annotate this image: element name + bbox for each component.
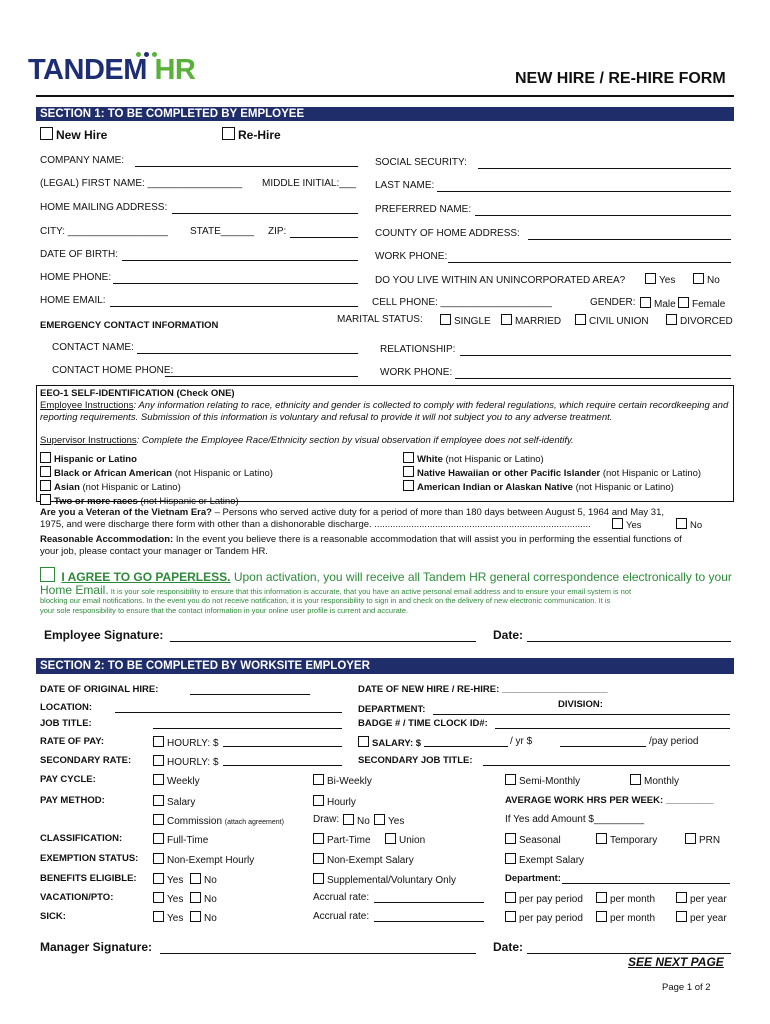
employee-instructions	[40, 400, 730, 423]
eeo-option-rest: (not Hispanic or Latino)	[79, 482, 181, 493]
paperless-small1: It is your sole responsibility to ensure that this information is accurate, that you have an active personal email address and to ensure your email system is not	[108, 587, 632, 596]
social-security-field[interactable]	[478, 168, 731, 169]
work-phone-field[interactable]	[448, 262, 731, 263]
original-hire-field[interactable]	[190, 694, 310, 695]
black-checkbox[interactable]	[40, 466, 51, 477]
re-hire-checkbox[interactable]	[222, 127, 235, 140]
contact-name-field[interactable]	[137, 353, 358, 354]
marital-status-label: MARITAL STATUS:	[337, 314, 423, 325]
new-hire-checkbox[interactable]	[40, 127, 53, 140]
paperless-small3: your sole responsibility to ensure that the contact information in your online user profile is current and accurate.	[40, 606, 409, 615]
city-label[interactable]: CITY: __________________	[40, 226, 168, 237]
vietnam-text2: 1975, and were discharge there form with other than a dishonorable discharge. ..................................................................................	[40, 519, 591, 530]
female-label: Female	[692, 299, 726, 310]
yes-label: Yes	[167, 913, 184, 924]
company-name-label: COMPANY NAME:	[40, 155, 125, 166]
vacation-per-pay-period-checkbox[interactable]	[505, 892, 516, 903]
monthly-label: Monthly	[644, 776, 680, 787]
contact-home-phone-field[interactable]	[165, 376, 358, 377]
secondary-rate-label: SECONDARY RATE:	[40, 755, 132, 766]
female-checkbox[interactable]	[678, 297, 689, 308]
no-label: No	[690, 520, 703, 531]
zip-label: ZIP:	[268, 226, 287, 237]
temporary-option[interactable]	[596, 833, 657, 846]
secondary-hourly-label: HOURLY: $	[167, 757, 219, 768]
eeo-title: EEO-1 SELF-IDENTIFICATION (Check ONE)	[40, 388, 235, 399]
first-name-label[interactable]: (LEGAL) FIRST NAME: _________________	[40, 178, 243, 189]
home-address-field[interactable]	[172, 213, 358, 214]
rate-hourly-checkbox[interactable]	[153, 736, 164, 747]
home-email-label: HOME EMAIL:	[40, 295, 106, 306]
biweekly-checkbox[interactable]	[313, 774, 324, 785]
fulltime-checkbox[interactable]	[153, 833, 164, 844]
relationship-field[interactable]	[460, 355, 731, 356]
dob-label: DATE OF BIRTH:	[40, 249, 118, 260]
semimonthly-option[interactable]	[505, 774, 580, 787]
nonexempt-hourly-checkbox[interactable]	[153, 853, 164, 864]
pay-period-amount-field[interactable]	[560, 746, 646, 747]
supplemental-label: Supplemental/Voluntary Only	[327, 875, 456, 886]
eeo-option-american-indian[interactable]	[403, 480, 701, 494]
eeo-option-bold: White	[417, 454, 443, 465]
monthly-checkbox[interactable]	[630, 774, 641, 785]
parttime-checkbox[interactable]	[313, 833, 324, 844]
employee-date-field[interactable]	[527, 641, 731, 642]
contact-name-label: CONTACT NAME:	[52, 342, 134, 353]
work-phone-label: WORK PHONE:	[375, 251, 448, 262]
pay-cycle-label: PAY CYCLE:	[40, 774, 96, 785]
badge-field[interactable]	[495, 728, 730, 729]
sick-per-month[interactable]	[596, 911, 655, 924]
manager-signature-field[interactable]	[160, 953, 476, 954]
secondary-job-label: SECONDARY JOB TITLE:	[358, 755, 473, 766]
unincorporated-label: DO YOU LIVE WITHIN AN UNINCORPORATED AREA?	[375, 275, 626, 286]
supplemental-option[interactable]	[313, 873, 456, 886]
manager-signature-label: Manager Signature:	[40, 940, 153, 954]
marital-civil-union[interactable]	[575, 314, 649, 327]
rate-of-pay-label: RATE OF PAY:	[40, 736, 105, 747]
rate-salary-label: SALARY: $	[372, 738, 422, 749]
form-title: NEW HIRE / RE-HIRE FORM	[515, 70, 726, 87]
company-name-field[interactable]	[135, 166, 358, 167]
last-name-label: LAST NAME:	[375, 180, 435, 191]
last-name-field[interactable]	[437, 191, 731, 192]
department-field[interactable]	[433, 714, 730, 715]
eeo-option-bold: Hispanic or Latino	[54, 454, 137, 465]
draw-no-option[interactable]	[343, 814, 370, 827]
new-hire-date-label[interactable]: DATE OF NEW HIRE / RE-HIRE: ____________________	[358, 684, 608, 695]
hourly-method-label: Hourly	[327, 797, 356, 808]
original-hire-label: DATE OF ORIGINAL HIRE:	[40, 684, 159, 695]
nonexempt-salary-label: Non-Exempt Salary	[327, 855, 414, 866]
home-phone-label: HOME PHONE:	[40, 272, 112, 283]
county-field[interactable]	[528, 239, 731, 240]
hourly-method-checkbox[interactable]	[313, 795, 324, 806]
salary-method-label: Salary	[167, 797, 196, 808]
exempt-salary-label: Exempt Salary	[519, 855, 585, 866]
biweekly-option[interactable]	[313, 774, 372, 787]
employee-date-label: Date:	[493, 628, 524, 642]
eeo-option-asian[interactable]	[40, 480, 273, 494]
if-yes-amount[interactable]: If Yes add Amount $_________	[505, 814, 645, 825]
per-pay-period-label: per pay period	[519, 913, 583, 924]
eeo-option-bold: American Indian or Alaskan Native	[417, 482, 573, 493]
accommodation-text2: your job, please contact your manager or Tandem HR.	[40, 546, 268, 557]
section1-header: SECTION 1: TO BE COMPLETED BY EMPLOYEE	[36, 107, 734, 121]
yes-label: Yes	[167, 894, 184, 905]
seasonal-checkbox[interactable]	[505, 833, 516, 844]
sick-per-month-checkbox[interactable]	[596, 911, 607, 922]
rate-hourly-option[interactable]	[153, 736, 219, 749]
vietnam-line1	[40, 507, 664, 518]
supervisor-instructions-text: : Complete the Employee Race/Ethnicity section by visual observation if employee does not self-identify.	[136, 435, 574, 446]
classification-label: CLASSIFICATION:	[40, 833, 123, 844]
eeo-option-rest: (not Hispanic or Latino)	[442, 454, 544, 465]
preferred-name-field[interactable]	[475, 215, 731, 216]
prn-label: PRN	[699, 835, 721, 846]
weekly-label: Weekly	[167, 776, 200, 787]
salary-method-option[interactable]	[153, 795, 195, 808]
union-label: Union	[399, 835, 426, 846]
manager-date-field[interactable]	[527, 953, 731, 954]
rate-salary-checkbox[interactable]	[358, 736, 369, 747]
vacation-accrual-field[interactable]	[374, 902, 484, 903]
see-next-page: SEE NEXT PAGE	[628, 955, 724, 969]
draw-label: Draw:	[313, 814, 340, 825]
zip-field[interactable]	[290, 237, 358, 238]
sick-label: SICK:	[40, 911, 66, 922]
union-checkbox[interactable]	[385, 833, 396, 844]
re-hire-option[interactable]	[222, 127, 281, 142]
vietnam-yes-checkbox[interactable]	[612, 518, 623, 529]
fulltime-option[interactable]	[153, 833, 208, 846]
monthly-option[interactable]	[630, 774, 679, 787]
attach-agreement-note: (attach agreement)	[224, 819, 284, 826]
exemption-status-label: EXEMPTION STATUS:	[40, 853, 139, 864]
draw-yes-option[interactable]	[374, 814, 404, 827]
prn-option[interactable]	[685, 833, 720, 846]
gender-male[interactable]	[640, 297, 676, 310]
preferred-name-label: PREFERRED NAME:	[375, 204, 472, 215]
seasonal-label: Seasonal	[519, 835, 561, 846]
vacation-per-month-checkbox[interactable]	[596, 892, 607, 903]
section2-header: SECTION 2: TO BE COMPLETED BY WORKSITE EMPLOYER	[36, 658, 734, 674]
unincorporated-no-checkbox[interactable]	[693, 273, 704, 284]
eeo-option-bold: Native Hawaiian or other Pacific Islander	[417, 468, 601, 479]
vacation-per-month[interactable]	[596, 892, 655, 905]
vacation-per-pay-period[interactable]	[505, 892, 583, 905]
hourly-method-option[interactable]	[313, 795, 356, 808]
parttime-label: Part-Time	[327, 835, 371, 846]
vietnam-question: Are you a Veteran of the Vietnam Era?	[40, 507, 212, 518]
badge-label: BADGE # / TIME CLOCK ID#:	[358, 718, 488, 729]
secondary-hourly-checkbox[interactable]	[153, 755, 164, 766]
location-field[interactable]	[115, 712, 342, 713]
vacation-label: VACATION/PTO:	[40, 892, 114, 903]
temporary-checkbox[interactable]	[596, 833, 607, 844]
vietnam-no-checkbox[interactable]	[676, 518, 687, 529]
gender-female[interactable]	[678, 297, 725, 310]
pay-period-label: /pay period	[649, 736, 699, 747]
unincorporated-no[interactable]	[693, 273, 720, 286]
eeo-option-black[interactable]	[40, 466, 273, 480]
nonexempt-salary-option[interactable]	[313, 853, 414, 866]
re-hire-label: Re-Hire	[238, 128, 281, 142]
home-phone-field[interactable]	[113, 283, 358, 284]
benefits-no-option[interactable]	[190, 873, 217, 886]
cell-phone-label[interactable]: CELL PHONE: ____________________	[372, 297, 552, 308]
parttime-option[interactable]	[313, 833, 371, 846]
paperless-line1	[40, 567, 732, 584]
nonexempt-hourly-label: Non-Exempt Hourly	[167, 855, 255, 866]
job-title-label: JOB TITLE:	[40, 718, 92, 729]
per-pay-period-label: per pay period	[519, 894, 583, 905]
middle-initial-label[interactable]: MIDDLE INITIAL:___	[262, 178, 356, 189]
hispanic-checkbox[interactable]	[40, 452, 51, 463]
pay-method-label: PAY METHOD:	[40, 795, 105, 806]
secondary-hourly-field[interactable]	[223, 765, 342, 766]
no-label: No	[204, 875, 217, 886]
weekly-checkbox[interactable]	[153, 774, 164, 785]
relationship-label: RELATIONSHIP:	[380, 344, 456, 355]
sick-per-year-checkbox[interactable]	[676, 911, 687, 922]
eeo-option-rest: (not Hispanic or Latino)	[600, 468, 702, 479]
asian-checkbox[interactable]	[40, 480, 51, 491]
new-hire-option[interactable]	[40, 127, 107, 142]
marital-married[interactable]	[501, 314, 561, 327]
eeo-option-bold: Two or more races	[54, 496, 138, 507]
sick-per-pay-period[interactable]	[505, 911, 583, 924]
secondary-job-field[interactable]	[483, 765, 730, 766]
temporary-label: Temporary	[610, 835, 658, 846]
male-label: Male	[654, 299, 676, 310]
draw-no-checkbox[interactable]	[343, 814, 354, 825]
per-year-label: / yr $	[510, 736, 533, 747]
biweekly-label: Bi-Weekly	[327, 776, 372, 787]
benefits-yes-option[interactable]	[153, 873, 183, 886]
rate-salary-field[interactable]	[424, 746, 508, 747]
eeo-right-options	[403, 452, 701, 494]
exempt-salary-checkbox[interactable]	[505, 853, 516, 864]
single-label: SINGLE	[454, 316, 491, 327]
draw-no-label: No	[357, 816, 370, 827]
paperless-line2	[40, 583, 631, 597]
union-option[interactable]	[385, 833, 425, 846]
avg-hours-label[interactable]: AVERAGE WORK HRS PER WEEK: _________	[505, 795, 714, 806]
per-year-label: per year	[690, 913, 727, 924]
tandem-hr-logo	[28, 54, 195, 87]
vacation-per-year-checkbox[interactable]	[676, 892, 687, 903]
per-month-label: per month	[610, 894, 656, 905]
salary-method-checkbox[interactable]	[153, 795, 164, 806]
male-checkbox[interactable]	[640, 297, 651, 308]
yes-label: Yes	[659, 275, 676, 286]
state-label[interactable]: STATE______	[190, 226, 255, 237]
single-checkbox[interactable]	[440, 314, 451, 325]
no-label: No	[204, 894, 217, 905]
nonexempt-hourly-option[interactable]	[153, 853, 254, 866]
no-label: No	[707, 275, 720, 286]
benefits-no-checkbox[interactable]	[190, 873, 201, 884]
vietnam-yes[interactable]	[612, 518, 642, 531]
contact-work-phone-field[interactable]	[455, 378, 731, 379]
sick-accrual-field[interactable]	[374, 921, 484, 922]
eeo-option-rest: (not Hispanic or Latino)	[572, 482, 674, 493]
draw-yes-label: Yes	[388, 816, 405, 827]
sick-yes-option[interactable]	[153, 911, 183, 924]
contact-home-phone-label: CONTACT HOME PHONE:	[52, 365, 174, 376]
employee-signature-label: Employee Signature:	[44, 628, 164, 642]
eeo-option-hispanic[interactable]	[40, 452, 273, 466]
manager-date-label: Date:	[493, 940, 524, 954]
location-label: LOCATION:	[40, 702, 93, 713]
sick-per-year[interactable]	[676, 911, 727, 924]
eeo-option-white[interactable]	[403, 452, 701, 466]
department2-field[interactable]	[562, 883, 730, 884]
employee-instructions-text: : Any information relating to race, ethnicity and gender is collected to comply with federal regulations, which require certain recordkeeping and reporting requirements. Submission of this information is voluntary and refusal to provide it will not subject you to any adverse treatment.	[40, 400, 729, 423]
accommodation-line1	[40, 534, 682, 545]
commission-label: Commission	[167, 816, 223, 827]
gender-label: GENDER:	[590, 297, 636, 308]
employee-instructions-label: Employee Instructions	[40, 400, 134, 411]
paperless-text1: Upon activation, you will receive all Tandem HR general correspondence electronically to your	[230, 570, 732, 584]
nonexempt-salary-checkbox[interactable]	[313, 853, 324, 864]
division-label: DIVISION:	[558, 699, 603, 710]
job-title-field[interactable]	[153, 728, 342, 729]
per-month-label: per month	[610, 913, 656, 924]
rate-hourly-field[interactable]	[223, 746, 342, 747]
yes-label: Yes	[167, 875, 184, 886]
no-label: No	[204, 913, 217, 924]
department-label: DEPARTMENT:	[358, 704, 426, 715]
supplemental-checkbox[interactable]	[313, 873, 324, 884]
semimonthly-checkbox[interactable]	[505, 774, 516, 785]
white-checkbox[interactable]	[403, 452, 414, 463]
county-label: COUNTY OF HOME ADDRESS:	[375, 228, 520, 239]
accommodation-label: Reasonable Accommodation:	[40, 534, 174, 545]
eeo-option-native-hawaiian[interactable]	[403, 466, 701, 480]
eeo-option-rest: (not Hispanic or Latino)	[137, 496, 239, 507]
vacation-yes-option[interactable]	[153, 892, 183, 905]
prn-checkbox[interactable]	[685, 833, 696, 844]
emergency-contact-heading: EMERGENCY CONTACT INFORMATION	[40, 320, 219, 331]
semimonthly-label: Semi-Monthly	[519, 776, 581, 787]
seasonal-option[interactable]	[505, 833, 561, 846]
eeo-option-two-or-more[interactable]	[40, 494, 273, 508]
married-label: MARRIED	[515, 316, 562, 327]
sick-yes-checkbox[interactable]	[153, 911, 164, 922]
marital-divorced[interactable]	[666, 314, 733, 327]
exempt-salary-option[interactable]	[505, 853, 584, 866]
header-rule	[36, 95, 734, 97]
vietnam-text1: – Persons who served active duty for a period of more than 180 days between August 5, 1964 and May 31,	[211, 507, 664, 518]
accommodation-text1: In the event you believe there is a reasonable accommodation that will assist you in performing the essential functions of	[173, 534, 682, 545]
eeo-left-options	[40, 452, 273, 508]
two-or-more-checkbox[interactable]	[40, 494, 51, 505]
new-hire-label: New Hire	[56, 128, 108, 142]
paperless-checkbox[interactable]	[40, 567, 55, 582]
fulltime-label: Full-Time	[167, 835, 209, 846]
contact-work-phone-label: WORK PHONE:	[380, 367, 453, 378]
rate-hourly-label: HOURLY: $	[167, 738, 219, 749]
benefits-yes-checkbox[interactable]	[153, 873, 164, 884]
logo-accent-text: HR	[154, 54, 196, 86]
secondary-hourly-option[interactable]	[153, 755, 219, 768]
home-email-field[interactable]	[110, 306, 358, 307]
dob-field[interactable]	[122, 260, 358, 261]
supervisor-instructions	[40, 435, 730, 446]
vacation-no-option[interactable]	[190, 892, 217, 905]
yes-label: Yes	[626, 520, 642, 531]
page-number: Page 1 of 2	[662, 982, 711, 993]
unincorporated-yes-checkbox[interactable]	[645, 273, 656, 284]
vacation-accrual-label: Accrual rate:	[313, 892, 370, 903]
commission-checkbox[interactable]	[153, 814, 164, 825]
eeo-option-bold: Black or African American	[54, 468, 173, 479]
per-year-label: per year	[690, 894, 727, 905]
commission-option[interactable]	[153, 814, 284, 827]
marital-single[interactable]	[440, 314, 491, 327]
vacation-no-checkbox[interactable]	[190, 892, 201, 903]
logo-main-text: TANDEM	[28, 54, 147, 86]
social-security-label: SOCIAL SECURITY:	[375, 157, 467, 168]
supervisor-instructions-label: Supervisor Instructions	[40, 435, 137, 446]
paperless-text2: Home Email.	[40, 583, 109, 597]
married-checkbox[interactable]	[501, 314, 512, 325]
vacation-yes-checkbox[interactable]	[153, 892, 164, 903]
divorced-checkbox[interactable]	[666, 314, 677, 325]
unincorporated-yes[interactable]	[645, 273, 675, 286]
paperless-label: I AGREE TO GO PAPERLESS.	[61, 570, 231, 584]
sick-no-checkbox[interactable]	[190, 911, 201, 922]
native-hawaiian-checkbox[interactable]	[403, 466, 414, 477]
draw-yes-checkbox[interactable]	[374, 814, 385, 825]
home-address-label: HOME MAILING ADDRESS:	[40, 202, 168, 213]
employee-signature-field[interactable]	[170, 641, 476, 642]
eeo-option-bold: Asian	[54, 482, 80, 493]
american-indian-checkbox[interactable]	[403, 480, 414, 491]
vietnam-no[interactable]	[676, 518, 702, 531]
eeo-option-rest: (not Hispanic or Latino)	[172, 468, 273, 479]
sick-accrual-label: Accrual rate:	[313, 911, 370, 922]
sick-no-option[interactable]	[190, 911, 217, 924]
vacation-per-year[interactable]	[676, 892, 727, 905]
weekly-option[interactable]	[153, 774, 200, 787]
divorced-label: DIVORCED	[680, 316, 733, 327]
department2-label: Department:	[505, 873, 561, 884]
benefits-eligible-label: BENEFITS ELIGIBLE:	[40, 873, 137, 884]
rate-salary-option[interactable]	[358, 736, 421, 749]
paperless-small2: blocking our email notifications. In the event you do not receive notification, it is your responsibility to sign in and check on the delivery of new electronic communication. It is	[40, 596, 611, 605]
civil-union-label: CIVIL UNION	[589, 316, 649, 327]
sick-per-pay-period-checkbox[interactable]	[505, 911, 516, 922]
civil-union-checkbox[interactable]	[575, 314, 586, 325]
